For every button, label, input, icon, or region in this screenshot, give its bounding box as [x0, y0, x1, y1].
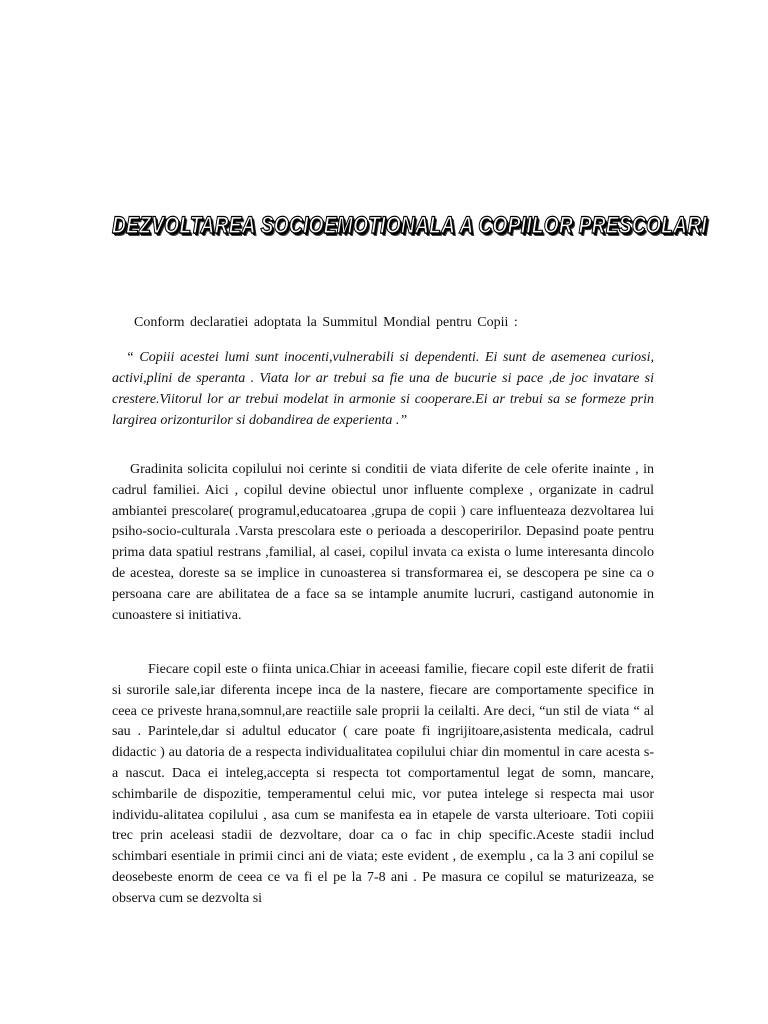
quote-paragraph — [112, 347, 654, 431]
paragraph-1 — [112, 460, 654, 626]
paragraph-1-text: Gradinita solicita copilului noi cerinte si conditii de viata diferite de cele oferite inainte , in cadrul familiei. Aici , copilul devine obiectul unor influente complexe , organizate in cadrul ambiantei prescolare( programul,educatoarea ,grupa de copii ) care influenteaza dezvoltarea lui psiho-socio-culturala .Varsta prescolara este o perioada a descoperirilor. Depasind poate pentru prima data spatiul restrans ,familial, al casei, copilul invata ca exista o lume interesanta dincolo de acestea, doreste sa se implice in cunoasterea si transformarea ei, se descopera pe sine ca o persoana care are abilitatea de a face sa se intample anumite lucruri, castigand autonomie in cunoastere si initiativa. — [112, 462, 654, 623]
document-title: DEZVOLTAREA SOCIOEMOTIONALA A COPIILOR PRESCOLARI — [112, 212, 707, 239]
paragraph-2 — [112, 660, 654, 910]
quote-text: “ Copiii acestei lumi sunt inocenti,vulnerabili si dependenti. Ei sunt de asemenea curiosi, activi,plini de speranta . Viata lor ar trebui sa fie una de bucurie si pace ,de joc invatare si crestere.Viitorul lor ar trebui modelat in armonie si cooperare.Ei ar trebui sa se formeze prin largirea orizonturilor si dobandirea de experienta .” — [112, 350, 654, 428]
paragraph-2-text: Fiecare copil este o fiinta unica.Chiar in aceeasi familie, fiecare copil este diferit de fratii si surorile sale,iar diferenta incepe inca de la nastere, fiecare are comportamente specifice in ceea ce priveste hrana,somnul,are reactiile sale proprii la ceilalti. Are deci, “un stil de viata “ al sau . Parintele,dar si adultul educator ( care poate fi ingrijitoare,asistenta medicala, cadrul didactic ) au datoria de a respecta individualitatea copilului chiar din momentul in care acesta s-a nascut. Daca ei inteleg,accepta si respecta tot comportamentul legat de somn, mancare, schimbarile de dispozitie, temperamentul celui mic, vor putea intelege si respecta mai usor individu-alitatea copilului , asa cum se manifesta ea in etapele de varsta ulterioare. Toti copiii trec prin aceleasi stadii de dezvoltare, doar ca o fac in chip specific.Aceste stadii includ schimbari esentiale in primii cinci ani de viata; este evident , de exemplu , ca la 3 ani copilul se deosebeste enorm de ceea ce va fi el pe la 7-8 ani . Pe masura ce copilul se maturizeaza, se observa cum se dezvolta si — [112, 662, 654, 906]
intro-line: Conform declaratiei adoptata la Summitul Mondial pentru Copii : — [134, 315, 518, 330]
